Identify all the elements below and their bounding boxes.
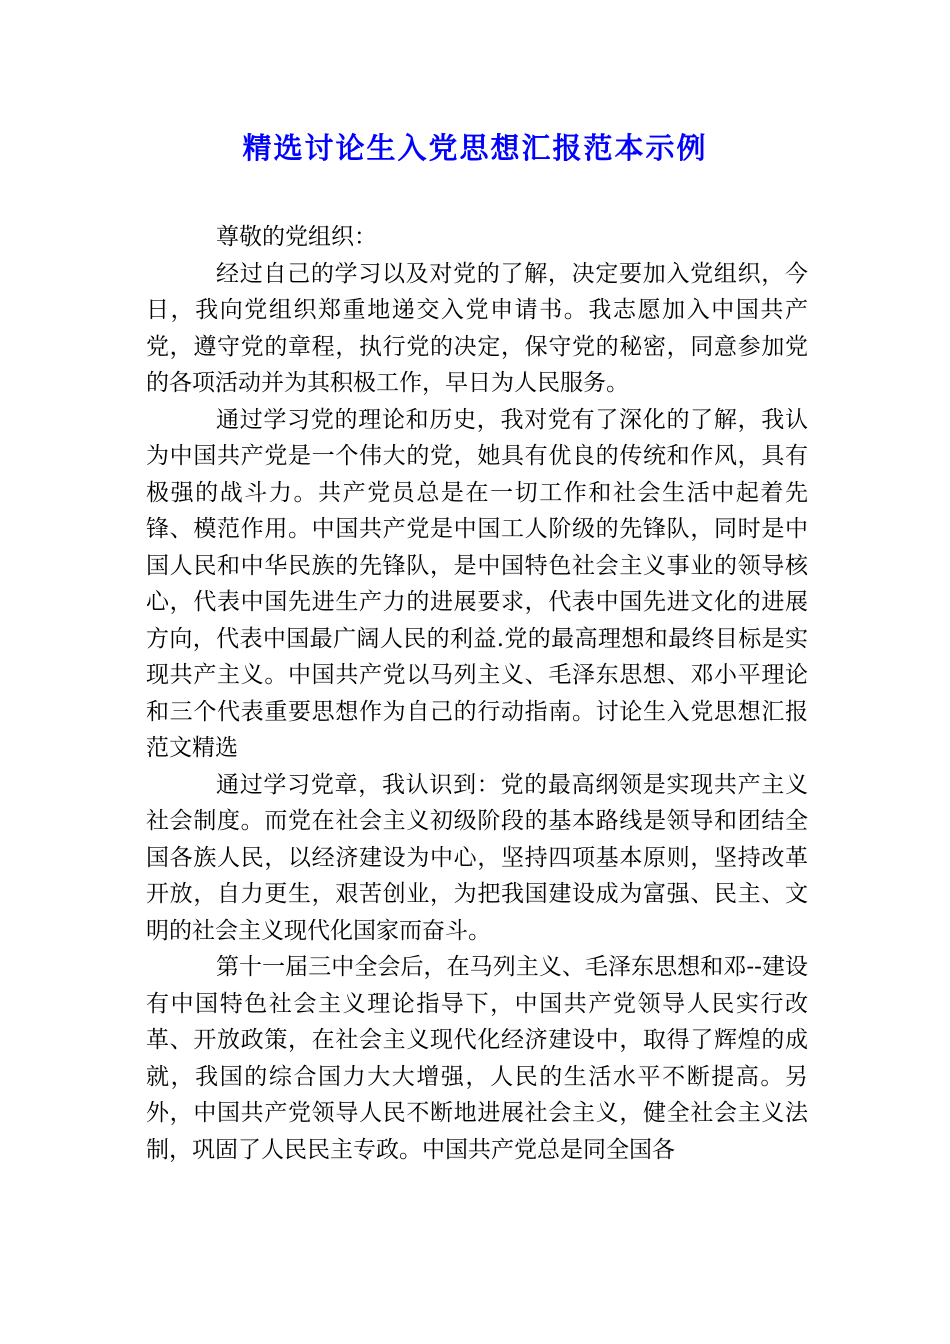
paragraph-2: 通过学习党的理论和历史，我对党有了深化的了解，我认为中国共产党是一个伟大的党，她具有优良的传统和作风，具有极强的战斗力。共产党员总是在一切工作和社会生活中起着先锋、模范作用。中国共产党是中国工人阶级的先锋队，同时是中国人民和中华民族的先锋队，是中国特色社会主义事业的领导核心，代表中国先进生产力的进展要求，代表中国先进文化的进展方向，代表中国最广阔人民的利益.党的最高理想和最终目标是实现共产主义。中国共产党以马列主义、毛泽东思想、邓小平理论和三个代表重要思想作为自己的行动指南。讨论生入党思想汇报范文精选	[146, 406, 808, 761]
salutation: 尊敬的党组织：	[216, 224, 377, 250]
document-body	[146, 219, 808, 1168]
paragraph-4: 第十一届三中全会后，在马列主义、毛泽东思想和邓--建设有中国特色社会主义理论指导下，中国共产党领导人民实行改革、开放政策，在社会主义现代化经济建设中，取得了辉煌的成就，我国的综合国力大大增强，人民的生活水平不断提高。另外，中国共产党领导人民不断地进展社会主义，健全社会主义法制，巩固了人民民主专政。中国共产党总是同全国各	[146, 954, 808, 1163]
document-title: 精选讨论生入党思想汇报范本示例	[242, 131, 708, 165]
paragraph-1: 经过自己的学习以及对党的了解，决定要加入党组织，今日，我向党组织郑重地递交入党申请书。我志愿加入中国共产党，遵守党的章程，执行党的决定，保守党的秘密，同意参加党的各项活动并为其积极工作，早日为人民服务。	[146, 260, 808, 396]
paragraph-3: 通过学习党章，我认识到：党的最高纲领是实现共产主义社会制度。而党在社会主义初级阶段的基本路线是领导和团结全国各族人民，以经济建设为中心，坚持四项基本原则，坚持改革开放，自力更生，艰苦创业，为把我国建设成为富强、民主、文明的社会主义现代化国家而奋斗。	[146, 771, 808, 944]
